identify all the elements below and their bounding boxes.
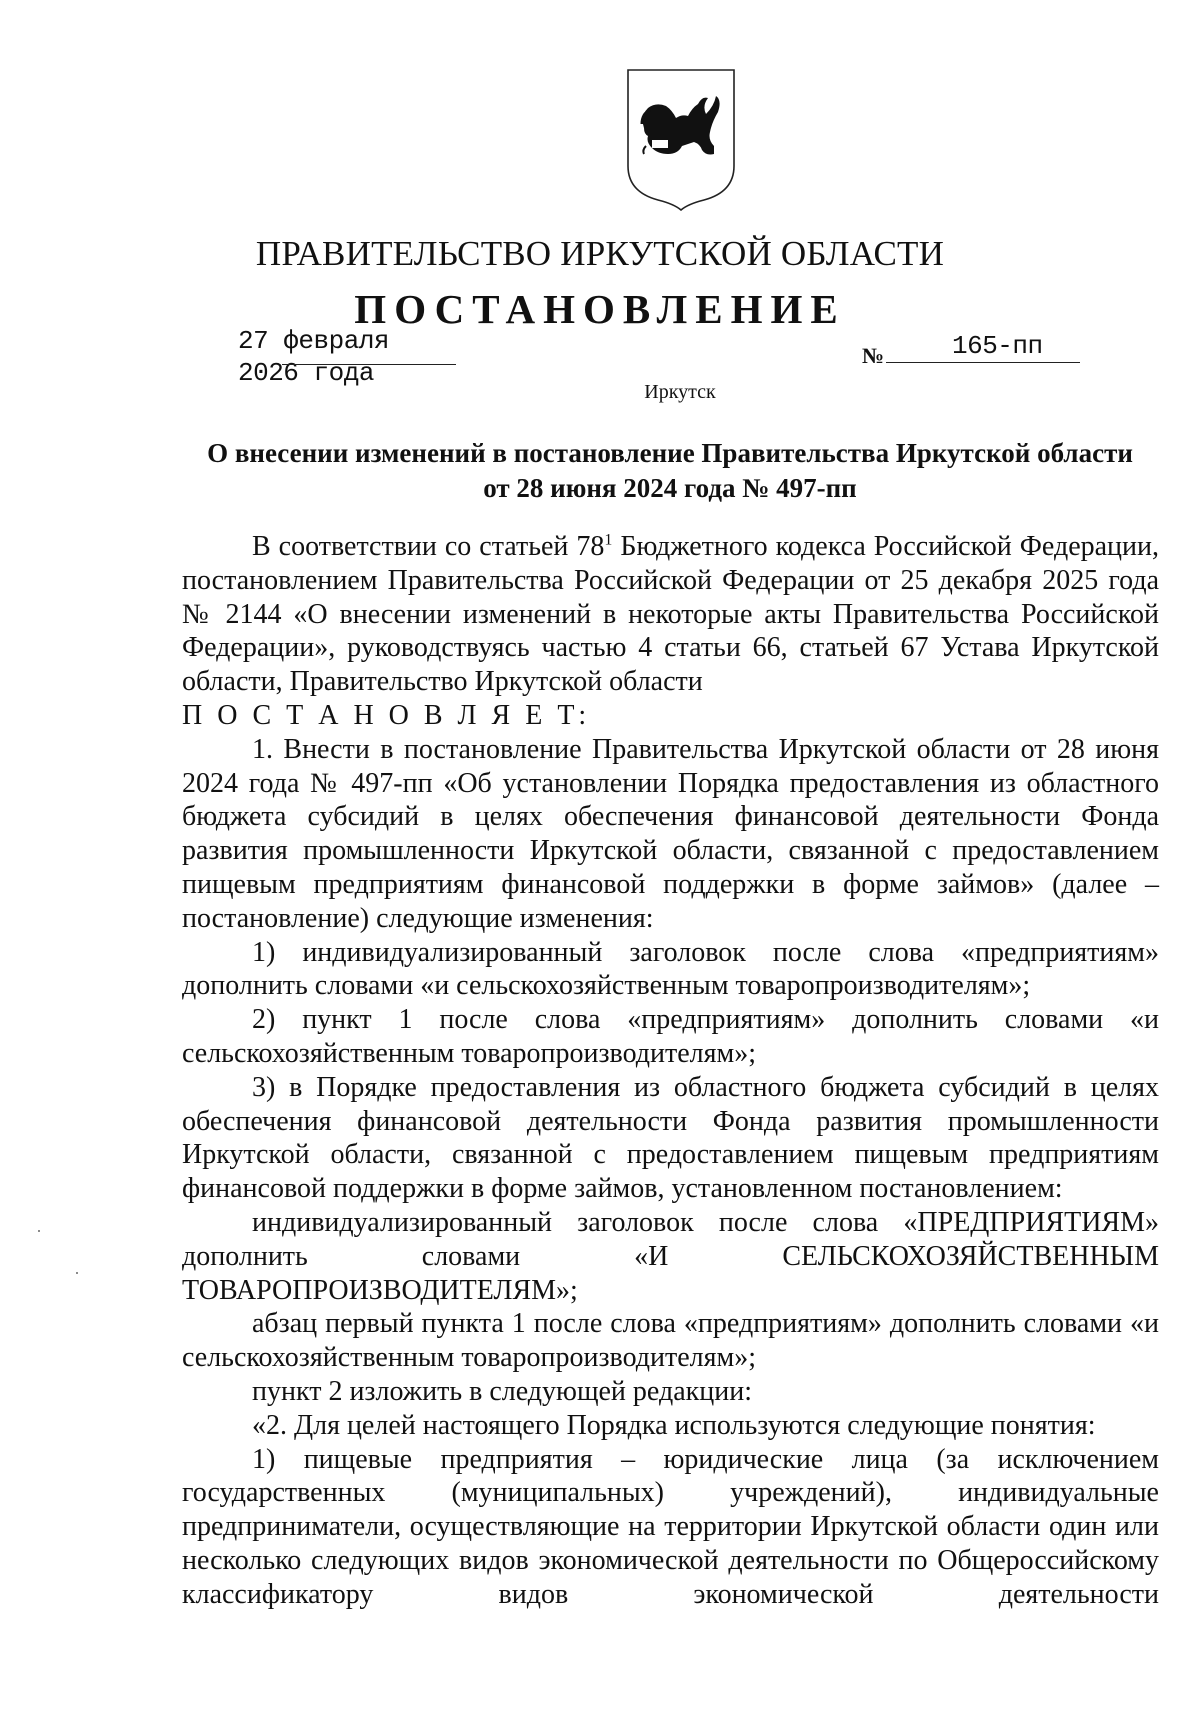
paragraph-point-2: пункт 2 изложить в следующей редакции: — [252, 1375, 752, 1407]
paragraph-first-clause: абзац первый пункта 1 после слова «предприятиям» дополнить словами «и сельскохозяйственным товаропроизводителям»; — [182, 1308, 1159, 1374]
number-sign: № — [862, 343, 885, 368]
organization-name: ПРАВИТЕЛЬСТВО ИРКУТСКОЙ ОБЛАСТИ — [255, 234, 945, 273]
number-underline — [886, 362, 1080, 363]
preamble-text-a: В соответствии со статьей 78 — [252, 531, 605, 562]
preamble-paragraph — [182, 530, 1159, 699]
date-underline — [282, 364, 456, 365]
document-number: 165-пп — [952, 331, 1043, 361]
document-date: 27 февраля 2026 года — [238, 326, 390, 388]
document-type: ПОСТАНОВЛЕНИЕ — [354, 286, 846, 332]
document-body — [182, 530, 1159, 1612]
decree-word: П О С Т А Н О В Л Я Е Т: — [182, 699, 591, 731]
paragraph-item-1: 1. Внести в постановление Правительства Иркутской области от 28 июня 2024 года № 497-пп «Об установлении Порядка предоставления из областного бюджета субсидий в целях обеспечения финансовой деятельности Фонда развития промышленности Иркутской области, связанной с предоставлением пищевым предприятиям финансовой поддержки в форме займов» (далее – постановление) следующие изменения: — [182, 733, 1159, 934]
title-line-2: от 28 июня 2024 года № 497-пп — [483, 473, 857, 503]
paragraph-subitem-3: 3) в Порядке предоставления из областного бюджета субсидий в целях обеспечения финансовой деятельности Фонда развития промышленности Иркутской области, связанной с предоставлением пищевым предприятиям финансовой поддержки в форме займов, установленном постановлением: — [182, 1071, 1159, 1205]
paragraph-subitem-2: 2) пункт 1 после слова «предприятиям» дополнить словами «и сельскохозяйственным товаропроизводителям»; — [182, 1004, 1159, 1069]
paragraph-definitions: «2. Для целей настоящего Порядка используются следующие понятия: — [252, 1409, 1096, 1441]
paragraph-subitem-1: 1) индивидуализированный заголовок после слова «предприятиям» дополнить словами «и сельскохозяйственным товаропроизводителям»; — [182, 936, 1159, 1002]
coat-of-arms-emblem — [622, 66, 740, 212]
scan-speck — [38, 1230, 40, 1232]
scan-speck — [76, 1272, 78, 1274]
preamble-text-b: Бюджетного кодекса Российской Федерации, постановлением Правительства Российской Федерации от 25 декабря 2025 года № 2144 «О внесении изменений в некоторые акты Правительства Российской Федерации», руководствуясь частью 4 статьи 66, статьей 67 Устава Иркутской области, Правительство Иркутской области — [182, 531, 1159, 698]
article-superscript: 1 — [604, 531, 613, 549]
paragraph-heading-change: индивидуализированный заголовок после слова «ПРЕДПРИЯТИЯМ» дополнить словами «И СЕЛЬСКОХОЗЯЙСТВЕННЫМ ТОВАРОПРОИЗВОДИТЕЛЯМ»; — [182, 1206, 1159, 1306]
document-city: Иркутск — [644, 381, 716, 403]
document-title — [180, 436, 1160, 506]
paragraph-food-enterprises: 1) пищевые предприятия – юридические лица (за исключением государственных (муниципальных) учреждений), индивидуальные предприниматели, осуществляющие на территории Иркутской области один или несколько следующих видов экономической деятельности по Общероссийскому классификатору видов экономической деятельности — [182, 1443, 1159, 1610]
title-line-1: О внесении изменений в постановление Правительства Иркутской области — [207, 438, 1133, 468]
